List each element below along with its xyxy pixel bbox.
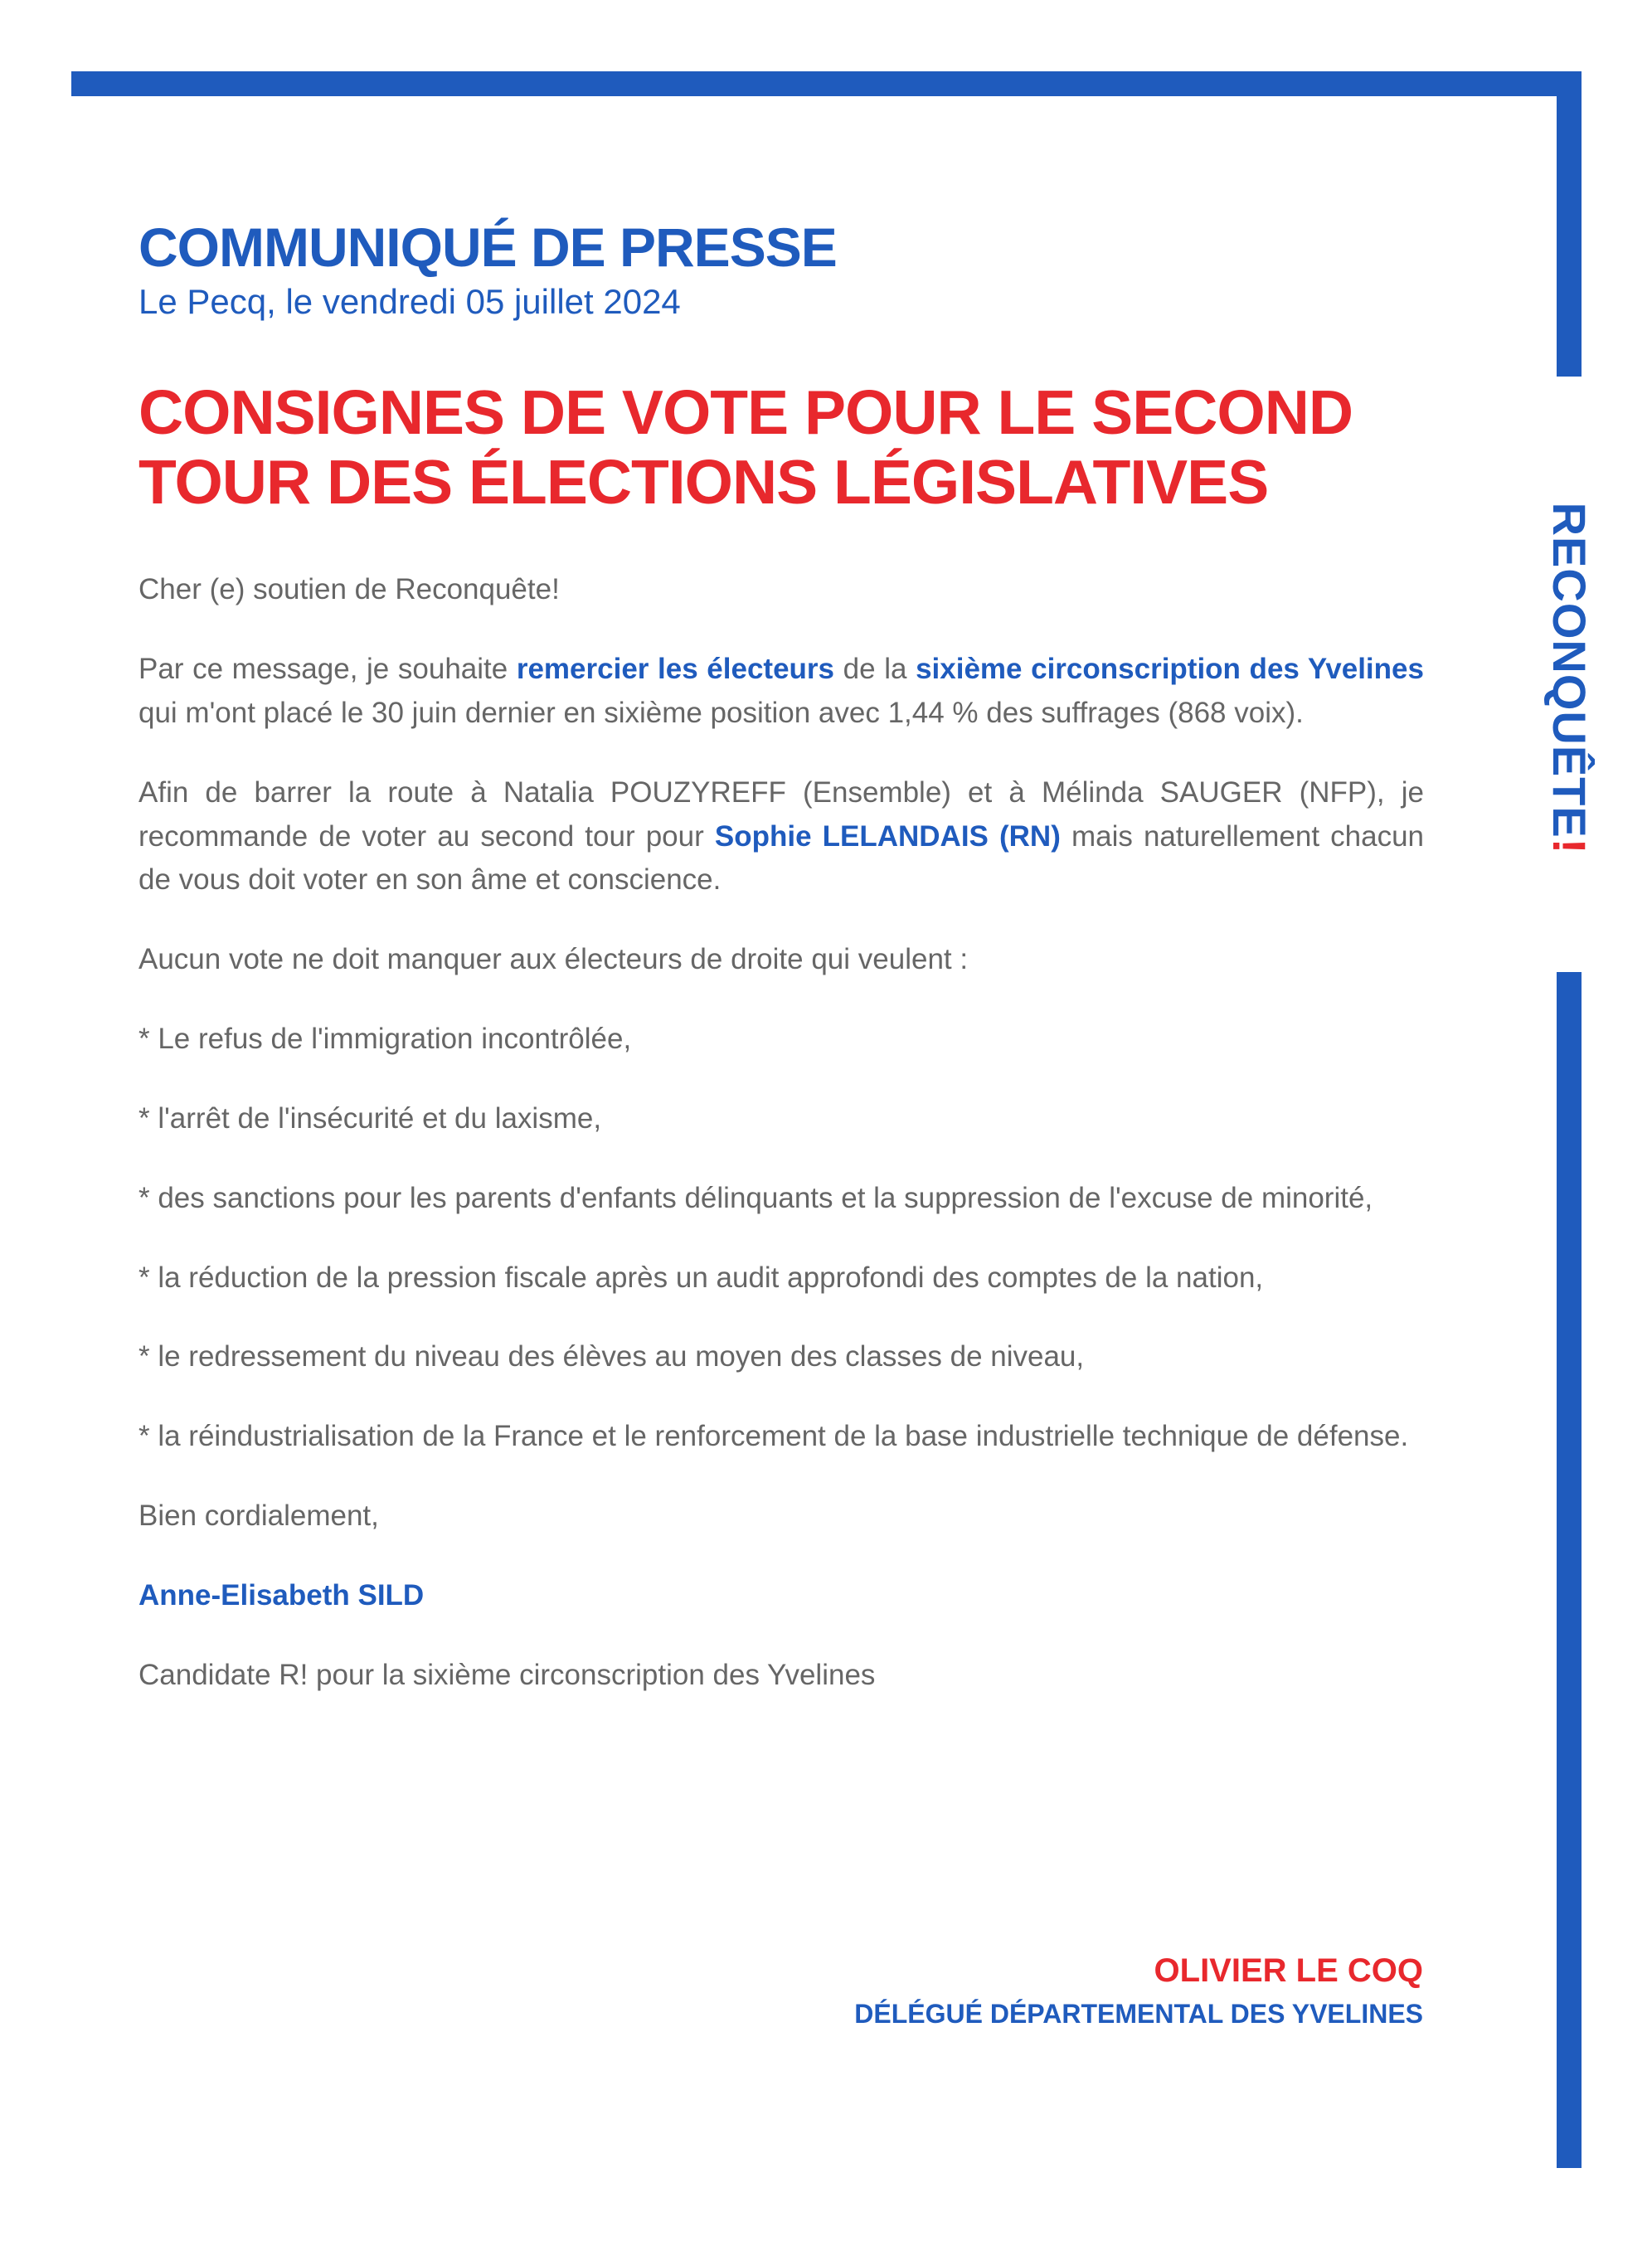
brand-accent: ! (1543, 838, 1596, 855)
list-item: * des sanctions pour les parents d'enfants délinquants et la suppression de l'excuse de minorité, (138, 1181, 1373, 1214)
dateline: Le Pecq, le vendredi 05 juillet 2024 (138, 281, 681, 321)
signature-title: Candidate R! pour la sixième circonscription des Yvelines (138, 1658, 876, 1691)
highlight-constituency: sixième circonscription des Yvelines (916, 653, 1424, 686)
document-kicker: COMMUNIQUÉ DE PRESSE (138, 216, 837, 278)
signature-name: Anne-Elisabeth SILD (138, 1579, 425, 1611)
press-release-content (138, 217, 1424, 1733)
text-span: Par ce message, je souhaite (138, 653, 517, 686)
list-item: * l'arrêt de l'insécurité et du laxisme, (138, 1101, 602, 1135)
list-item: * la réindustrialisation de la France et le renforcement de la base industrielle technique de défense. (138, 1420, 1409, 1453)
right-border-bar-bottom (1557, 972, 1582, 2168)
highlight-thanks: remercier les électeurs (516, 653, 835, 686)
salutation: Cher (e) soutien de Reconquête! (138, 573, 560, 606)
top-border-bar (71, 71, 1582, 96)
brand-name: RECONQUÊTE (1543, 502, 1596, 839)
letter-body (138, 568, 1424, 1698)
list-item: * le redressement du niveau des élèves au moyen des classes de niveau, (138, 1340, 1085, 1373)
brand-logo-vertical (1543, 502, 1596, 855)
footer-signatory (854, 1949, 1423, 2033)
text-span: de la (834, 653, 916, 686)
headline: CONSIGNES DE VOTE POUR LE SECOND TOUR DES ÉLECTIONS LÉGISLATIVES (138, 377, 1353, 518)
text-span: qui m'ont placé le 30 juin dernier en sixième position avec 1,44 % des suffrages (868 voix). (138, 696, 1304, 729)
paragraph-thanks (138, 648, 1424, 736)
list-item: * la réduction de la pression fiscale après un audit approfondi des comptes de la nation, (138, 1261, 1264, 1294)
paragraph-recommendation (138, 771, 1424, 903)
text-span: mais naturellement chacun de vous doit voter en son âme et conscience. (138, 819, 1424, 897)
footer-role: DÉLÉGUÉ DÉPARTEMENTAL DES YVELINES (854, 1999, 1423, 2029)
closing: Bien cordialement, (138, 1500, 379, 1533)
right-border-bar-top (1557, 71, 1582, 377)
highlight-candidate: Sophie LELANDAIS (RN) (714, 819, 1061, 853)
footer-name: OLIVIER LE COQ (1154, 1952, 1423, 1989)
text-span: Afin de barrer la route à Natalia POUZYREFF (Ensemble) et à Mélinda SAUGER (NFP), je recommande de voter au second tour pour (138, 775, 1424, 853)
paragraph-intro-list: Aucun vote ne doit manquer aux électeurs de droite qui veulent : (138, 943, 969, 976)
list-item: * Le refus de l'immigration incontrôlée, (138, 1023, 632, 1056)
